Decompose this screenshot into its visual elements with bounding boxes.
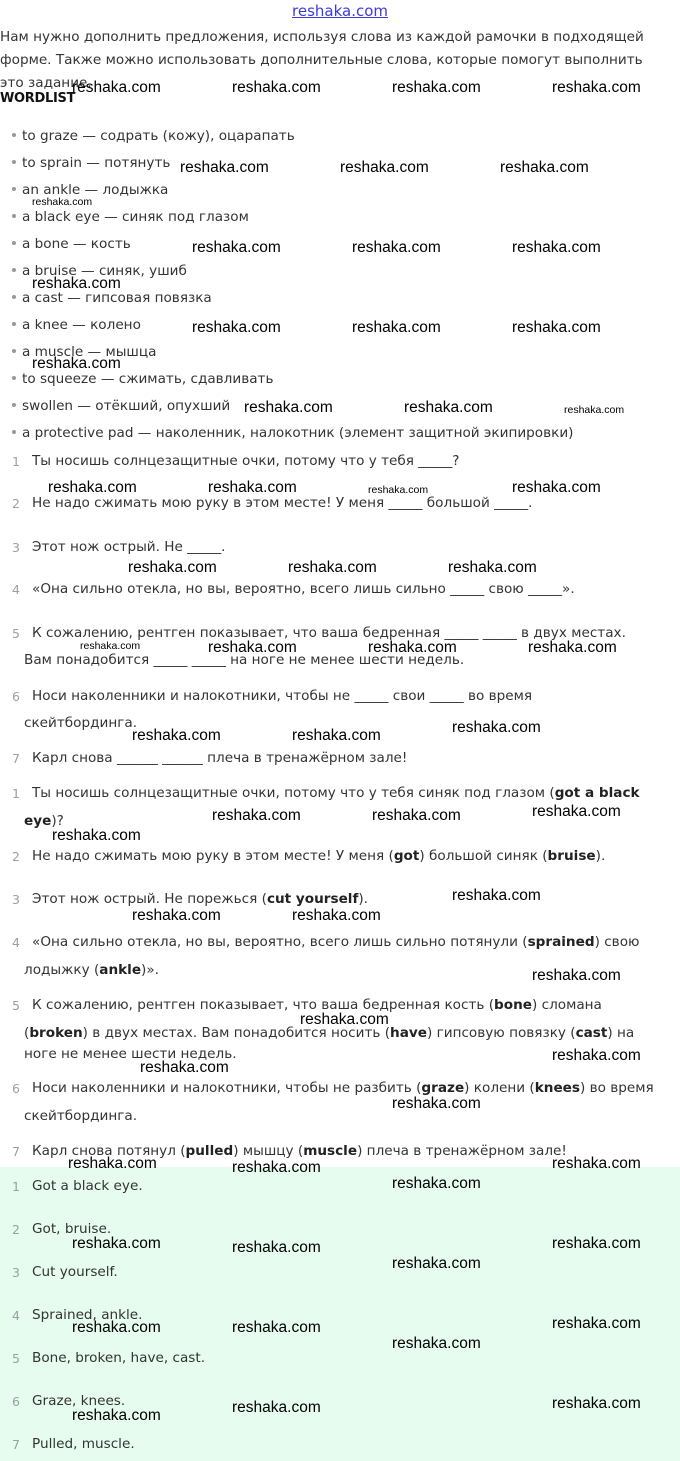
wordlist-item: a black eye — синяк под глазом [12, 209, 249, 225]
watermark: reshaka.com [532, 967, 621, 984]
watermark: reshaka.com [32, 196, 93, 208]
answer-number: 2 [12, 849, 20, 864]
bullet-icon [12, 403, 16, 407]
site-link[interactable]: reshaka.com [292, 2, 388, 20]
bullet-icon [12, 187, 16, 191]
watermark: reshaka.com [452, 719, 541, 736]
task-text: скейтбординга. [24, 715, 138, 731]
watermark: reshaka.com [232, 79, 321, 96]
short-answer-number: 7 [12, 1437, 20, 1452]
watermark: reshaka.com [340, 159, 429, 176]
watermark: reshaka.com [512, 319, 601, 336]
watermark: reshaka.com [448, 559, 537, 576]
watermark: reshaka.com [532, 803, 621, 820]
watermark: reshaka.com [140, 1059, 229, 1076]
wordlist-item: to sprain — потянуть [12, 155, 170, 171]
answer-number: 3 [12, 892, 20, 907]
watermark: reshaka.com [512, 239, 601, 256]
watermark: reshaka.com [552, 1315, 641, 1332]
answer-text: лодыжку (ankle)». [24, 962, 159, 978]
bullet-icon [12, 322, 16, 326]
short-answer-text: Graze, knees. [32, 1393, 126, 1409]
task-text: Ты носишь солнцезащитные очки, потому что у тебя _____? [32, 453, 460, 469]
watermark: reshaka.com [392, 79, 481, 96]
short-answer-text: Sprained, ankle. [32, 1307, 143, 1323]
watermark: reshaka.com [552, 1235, 641, 1252]
answer-number: 4 [12, 935, 20, 950]
task-number: 4 [12, 582, 20, 597]
task-text: Не надо сжимать мою руку в этом месте! У меня _____ большой _____. [32, 495, 533, 511]
watermark: reshaka.com [392, 1175, 481, 1192]
watermark: reshaka.com [372, 807, 461, 824]
watermark: reshaka.com [552, 1395, 641, 1412]
watermark: reshaka.com [288, 559, 377, 576]
watermark: reshaka.com [128, 559, 217, 576]
watermark: reshaka.com [232, 1399, 321, 1416]
watermark: reshaka.com [552, 79, 641, 96]
task-text: Носи наколенники и налокотники, чтобы не _____ свои _____ во время [32, 688, 533, 704]
answer-number: 6 [12, 1081, 20, 1096]
bullet-icon [12, 430, 16, 434]
answer-number: 7 [12, 1144, 20, 1159]
bullet-icon [12, 349, 16, 353]
watermark: reshaka.com [232, 1319, 321, 1336]
watermark: reshaka.com [232, 1239, 321, 1256]
wordlist-item: a muscle — мышца [12, 344, 156, 360]
watermark: reshaka.com [292, 907, 381, 924]
watermark: reshaka.com [72, 1407, 161, 1424]
short-answer-number: 3 [12, 1265, 20, 1280]
watermark: reshaka.com [368, 484, 429, 496]
task-number: 1 [12, 454, 20, 469]
watermark: reshaka.com [132, 727, 221, 744]
bullet-icon [12, 295, 16, 299]
watermark: reshaka.com [48, 479, 137, 496]
answer-text: «Она сильно отекла, но вы, вероятно, всего лишь сильно потянули (sprained) свою [32, 934, 640, 950]
watermark: reshaka.com [208, 479, 297, 496]
wordlist-item: a bruise — синяк, ушиб [12, 263, 187, 279]
answer-text: Этот нож острый. Не порежься (cut yourself). [32, 891, 368, 907]
watermark: reshaka.com [132, 907, 221, 924]
task-number: 5 [12, 626, 20, 641]
wordlist-item: a protective pad — наколенник, налокотник (элемент защитной экипировки) [12, 425, 573, 441]
watermark: reshaka.com [392, 1095, 481, 1112]
bullet-icon [12, 268, 16, 272]
watermark: reshaka.com [72, 79, 161, 96]
answer-number: 5 [12, 998, 20, 1013]
answer-text: (broken) в двух местах. Вам понадобится носить (have) гипсовую повязку (cast) на [24, 1025, 635, 1041]
short-answer-number: 2 [12, 1222, 20, 1237]
wordlist-item: a bone — кость [12, 236, 131, 252]
watermark: reshaka.com [192, 239, 281, 256]
short-answer-text: Got a black eye. [32, 1178, 143, 1194]
watermark: reshaka.com [564, 404, 625, 416]
bullet-icon [12, 214, 16, 218]
watermark: reshaka.com [72, 1319, 161, 1336]
watermark: reshaka.com [244, 399, 333, 416]
wordlist-item: an ankle — лодыжка [12, 182, 168, 198]
watermark: reshaka.com [368, 639, 457, 656]
watermark: reshaka.com [212, 807, 301, 824]
watermark: reshaka.com [192, 319, 281, 336]
watermark: reshaka.com [300, 1011, 389, 1028]
bullet-icon [12, 376, 16, 380]
task-text: К сожалению, рентген показывает, что ваша бедренная _____ _____ в двух местах. [32, 625, 626, 641]
short-answer-text: Pulled, muscle. [32, 1436, 135, 1452]
intro-line: форме. Также можно использовать дополнительные слова, которые помогут выполнить [0, 52, 643, 68]
wordlist-title: WORDLIST [0, 91, 76, 106]
watermark: reshaka.com [392, 1255, 481, 1272]
short-answer-number: 5 [12, 1351, 20, 1366]
watermark: reshaka.com [180, 159, 269, 176]
short-answer-number: 6 [12, 1394, 20, 1409]
wordlist-item: a knee — колено [12, 317, 141, 333]
task-number: 2 [12, 496, 20, 511]
answer-text: скейтбординга. [24, 1108, 138, 1124]
watermark: reshaka.com [32, 355, 121, 372]
watermark: reshaka.com [352, 319, 441, 336]
task-text: «Она сильно отекла, но вы, вероятно, всего лишь сильно _____ свою _____». [32, 581, 575, 597]
watermark: reshaka.com [72, 1235, 161, 1252]
short-answer-number: 1 [12, 1179, 20, 1194]
answer-text: К сожалению, рентген показывает, что ваша бедренная кость (bone) сломана [32, 997, 602, 1013]
watermark: reshaka.com [352, 239, 441, 256]
bullet-icon [12, 160, 16, 164]
short-answer-number: 4 [12, 1308, 20, 1323]
task-text: Карл снова ______ ______ плеча в тренажёрном зале! [32, 750, 408, 766]
short-answer-text: Bone, broken, have, cast. [32, 1350, 206, 1366]
task-text: Этот нож острый. Не _____. [32, 539, 226, 555]
watermark: reshaka.com [68, 1155, 157, 1172]
answer-text: Ты носишь солнцезащитные очки, потому что у тебя синяк под глазом (got a black [32, 785, 640, 801]
watermark: reshaka.com [552, 1047, 641, 1064]
answer-text: Карл снова потянул (pulled) мышцу (muscle) плеча в тренажёрном зале! [32, 1143, 567, 1159]
watermark: reshaka.com [292, 727, 381, 744]
watermark: reshaka.com [32, 275, 121, 292]
wordlist-item: to graze — содрать (кожу), оцарапать [12, 128, 295, 144]
watermark: reshaka.com [208, 639, 297, 656]
task-number: 3 [12, 540, 20, 555]
short-answer-text: Cut yourself. [32, 1264, 118, 1280]
watermark: reshaka.com [80, 640, 141, 652]
bullet-icon [12, 133, 16, 137]
answer-text: Не надо сжимать мою руку в этом месте! У меня (got) большой синяк (bruise). [32, 848, 606, 864]
intro-line: это задание. [0, 75, 92, 91]
wordlist-item: a cast — гипсовая повязка [12, 290, 212, 306]
watermark: reshaka.com [512, 479, 601, 496]
answer-text: eye)? [24, 813, 64, 829]
answer-text: Носи наколенники и налокотники, чтобы не разбить (graze) колени (knees) во время [32, 1080, 654, 1096]
watermark: reshaka.com [392, 1335, 481, 1352]
task-number: 7 [12, 751, 20, 766]
watermark: reshaka.com [232, 1159, 321, 1176]
task-number: 6 [12, 689, 20, 704]
watermark: reshaka.com [552, 1155, 641, 1172]
intro-line: Нам нужно дополнить предложения, используя слова из каждой рамочки в подходящей [0, 29, 644, 45]
task-text: Вам понадобится _____ _____ на ноге не менее шести недель. [24, 652, 465, 668]
bullet-icon [12, 241, 16, 245]
wordlist-item: to squeeze — сжимать, сдавливать [12, 371, 273, 387]
short-answer-text: Got, bruise. [32, 1221, 112, 1237]
watermark: reshaka.com [452, 887, 541, 904]
answer-text: ноге не менее шести недель. [24, 1046, 237, 1062]
watermark: reshaka.com [404, 399, 493, 416]
watermark: reshaka.com [52, 827, 141, 844]
watermark: reshaka.com [500, 159, 589, 176]
answer-number: 1 [12, 786, 20, 801]
watermark: reshaka.com [528, 639, 617, 656]
wordlist-item: swollen — отёкший, опухший [12, 398, 230, 414]
